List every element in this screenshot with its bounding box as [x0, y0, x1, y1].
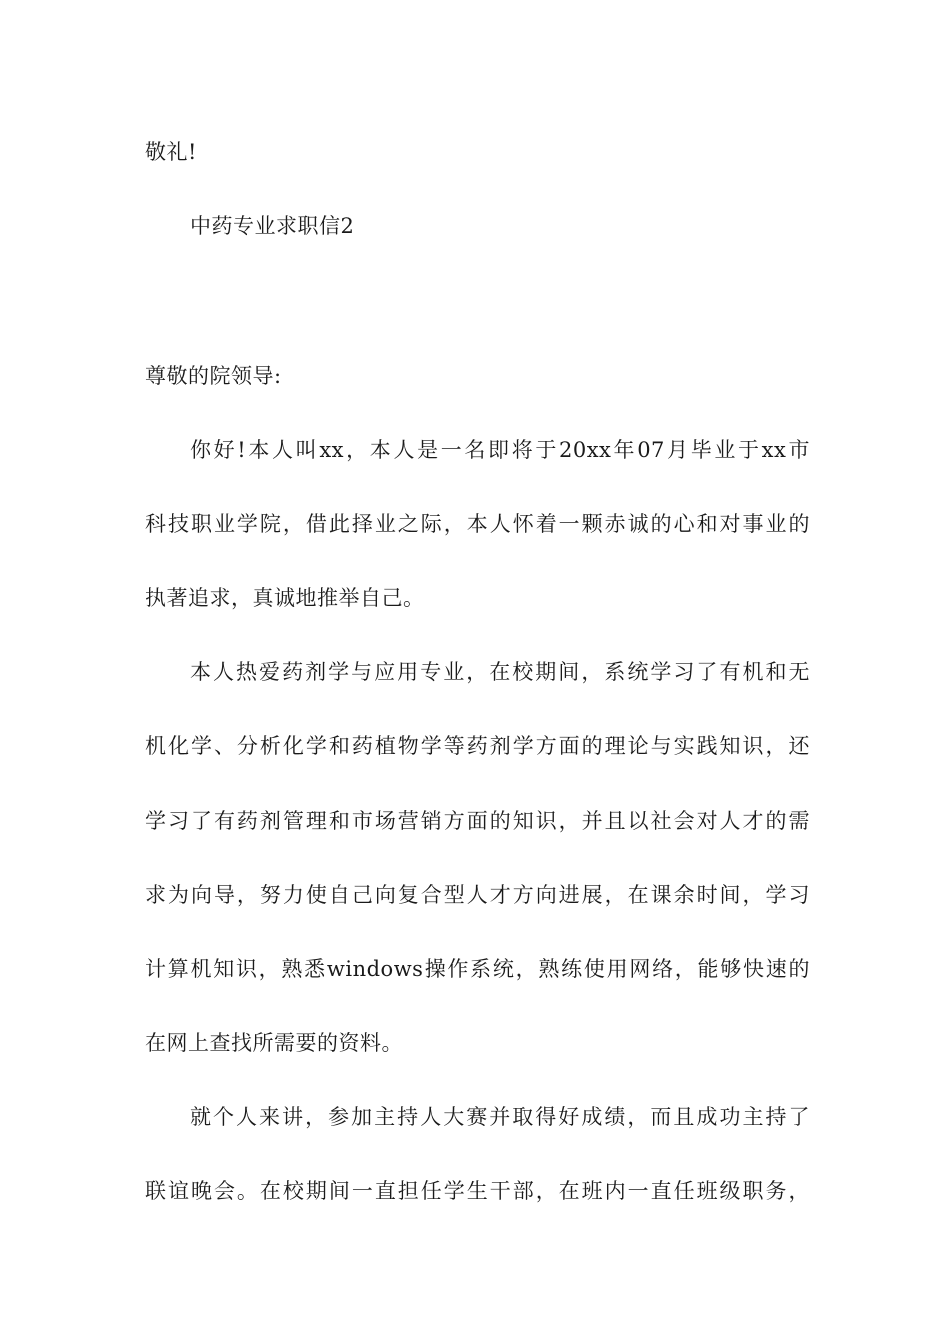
- paragraph-1-line-2: 科技职业学院，借此择业之际，本人怀着一颗赤诚的心和对事业的: [145, 512, 810, 536]
- paragraph-2-line-4: 求为向导，努力使自己向复合型人才方向进展，在课余时间，学习: [145, 883, 810, 907]
- paragraph-2-line-6: 在网上查找所需要的资料。: [145, 1031, 403, 1055]
- section-heading: 中药专业求职信2: [190, 214, 355, 238]
- paragraph-3-line-1: 就个人来讲，参加主持人大赛并取得好成绩，而且成功主持了: [190, 1105, 810, 1129]
- closing-text: 敬礼!: [145, 140, 197, 164]
- paragraph-1-line-1: 你好!本人叫xx，本人是一名即将于20xx年07月毕业于xx市: [190, 438, 810, 462]
- paragraph-3-line-2: 联谊晚会。在校期间一直担任学生干部，在班内一直任班级职务，: [145, 1179, 810, 1203]
- paragraph-2-line-1: 本人热爱药剂学与应用专业，在校期间，系统学习了有机和无: [190, 660, 810, 684]
- paragraph-2-line-2: 机化学、分析化学和药植物学等药剂学方面的理论与实践知识，还: [145, 734, 810, 758]
- paragraph-2-line-3: 学习了有药剂管理和市场营销方面的知识，并且以社会对人才的需: [145, 809, 810, 833]
- paragraph-2-line-5: 计算机知识，熟悉windows操作系统，熟练使用网络，能够快速的: [145, 957, 810, 981]
- salutation: 尊敬的院领导:: [145, 364, 282, 388]
- paragraph-1-line-3: 执著追求，真诚地推举自己。: [145, 586, 425, 610]
